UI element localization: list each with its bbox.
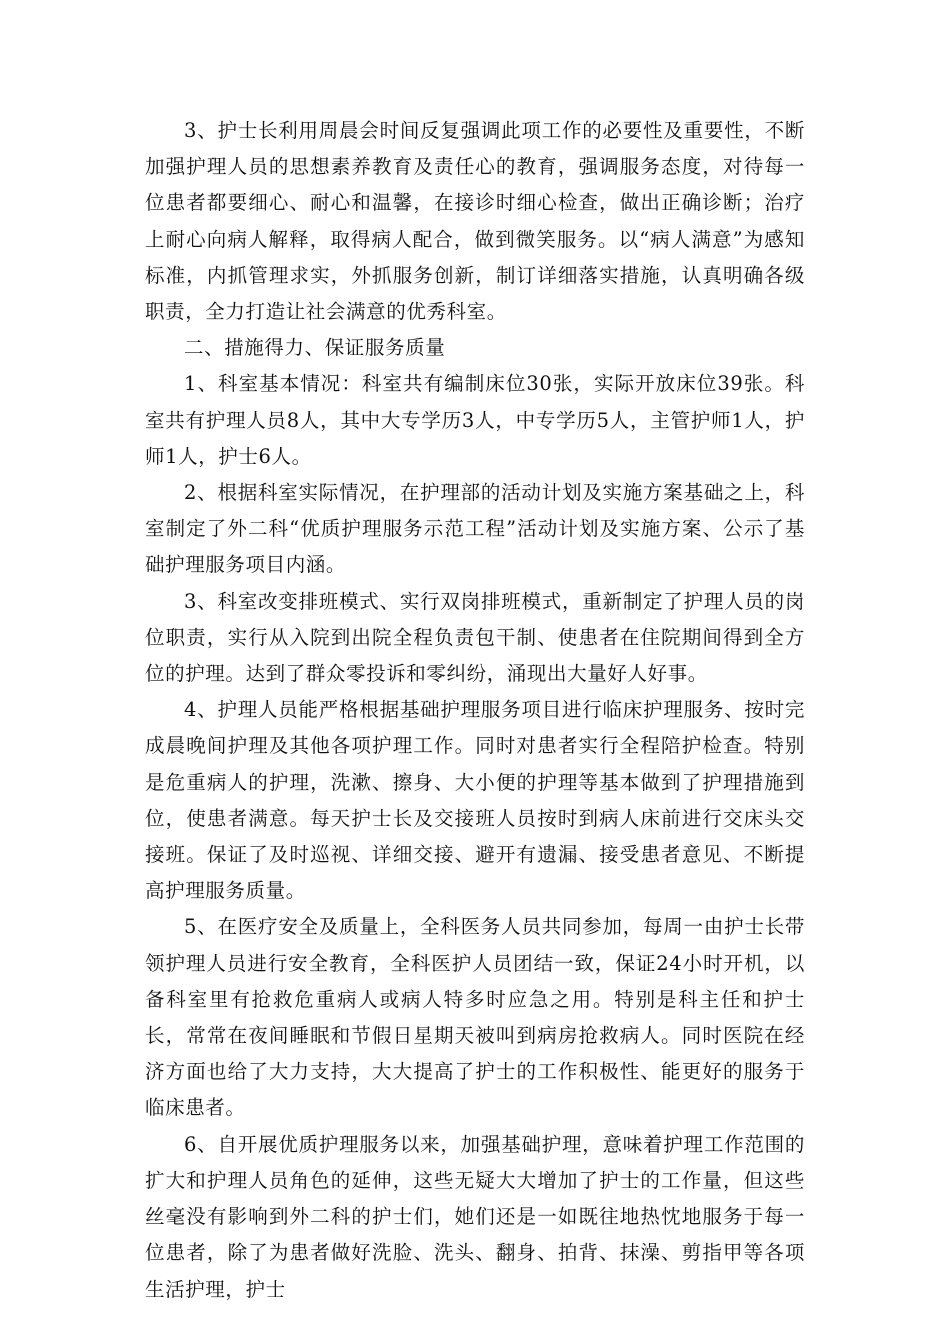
paragraph-3-shift-mode: 3、科室改变排班模式、实行双岗排班模式，重新制定了护理人员的岗位职责，实行从入院到出院全程负责包干制、使患者在住院期间得到全方位的护理。达到了群众零投诉和零纠纷，涌现出大量好人好事。 — [145, 589, 805, 686]
paragraph-1-basic-info: 1、科室基本情况：科室共有编制床位30张，实际开放床位39张。科室共有护理人员8人，其中大专学历3人，中专学历5人，主管护师1人，护师1人，护士6人。 — [145, 372, 805, 468]
paragraph-6-quality-service: 6、自开展优质护理服务以来，加强基础护理，意味着护理工作范围的扩大和护理人员角色的延伸，这些无疑大大增加了护士的工作量，但这些丝毫没有影响到外二科的护士们，她们还是一如既往地热忱地服务于每一位患者，除了为患者做好洗脸、洗头、翻身、拍背、抹澡、剪指甲等各项生活护理，护士 — [145, 1132, 805, 1301]
paragraph-3-head-nurse: 3、护士长利用周晨会时间反复强调此项工作的必要性及重要性，不断加强护理人员的思想素养教育及责任心的教育，强调服务态度，对待每一位患者都要细心、耐心和温馨，在接诊时细心检查，做出正确诊断；治疗上耐心向病人解释，取得病人配合，做到微笑服务。以“病人满意”为感知标准，内抓管理求实，外抓服务创新，制订详细落实措施，认真明确各级职责，全力打造让社会满意的优秀科室。 — [145, 119, 805, 324]
document-page — [145, 113, 805, 1308]
section-heading-2: 二、措施得力、保证服务质量 — [184, 336, 446, 360]
paragraph-5-safety: 5、在医疗安全及质量上，全科医务人员共同参加，每周一由护士长带领护理人员进行安全教育，全科医护人员团结一致，保证24小时开机，以备科室里有抢救危重病人或病人特多时应急之用。特别是科主任和护士长，常常在夜间睡眠和节假日星期天被叫到病房抢救病人。同时医院在经济方面也给了大力支持，大大提高了护士的工作积极性、能更好的服务于临床患者。 — [145, 915, 805, 1120]
paragraph-4-basic-care: 4、护理人员能严格根据基础护理服务项目进行临床护理服务、按时完成晨晚间护理及其他各项护理工作。同时对患者实行全程陪护检查。特别是危重病人的护理，洗漱、擦身、大小便的护理等基本做到了护理措施到位，使患者满意。每天护士长及交接班人员按时到病人床前进行交床头交接班。保证了及时巡视、详细交接、避开有遗漏、接受患者意见、不断提高护理服务质量。 — [145, 698, 805, 903]
paragraph-2-plan: 2、根据科室实际情况，在护理部的活动计划及实施方案基础之上，科室制定了外二科“优质护理服务示范工程”活动计划及实施方案、公示了基础护理服务项目内涵。 — [145, 481, 805, 577]
